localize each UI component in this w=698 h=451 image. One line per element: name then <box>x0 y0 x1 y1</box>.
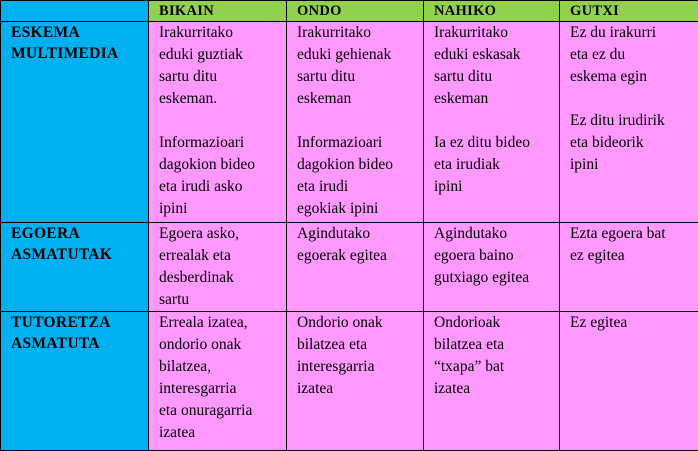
descriptor-cell-nahiko <box>424 223 560 312</box>
level-header-nahiko: NAHIKO <box>424 1 560 22</box>
descriptor-cell-nahiko <box>424 312 560 451</box>
descriptor-text-line: bilatzea eta <box>297 334 417 356</box>
descriptor-text-line: ez egitea <box>570 245 692 267</box>
descriptor-cell-ondo <box>287 22 424 223</box>
descriptor-text-line: Ia ez ditu bideo <box>434 132 553 154</box>
descriptor-cell-bikain <box>149 22 287 223</box>
criterion-row-egoera-asmatutak <box>1 223 698 312</box>
descriptor-paragraph <box>434 223 553 289</box>
descriptor-text-line: Irakurritako <box>159 22 280 44</box>
descriptor-cell-gutxi <box>560 223 698 312</box>
descriptor-text-line: Irakurritako <box>297 22 417 44</box>
descriptor-text-line: eta ez du <box>570 44 692 66</box>
descriptor-text-line: Erreala izatea, <box>159 312 280 334</box>
header-row <box>1 1 698 22</box>
descriptor-text-line: bilatzea, <box>159 356 280 378</box>
descriptor-text-line: dagokion bideo <box>297 154 417 176</box>
descriptor-text-line: “txapa” bat <box>434 356 553 378</box>
descriptor-text-line: ipini <box>159 198 280 220</box>
criterion-row-tutoretza-asmatuta <box>1 312 698 451</box>
descriptor-paragraph <box>159 312 280 444</box>
descriptor-text-line: errealak eta <box>159 245 280 267</box>
descriptor-cell-gutxi <box>560 22 698 223</box>
criterion-label <box>1 223 149 312</box>
descriptor-text-line: eta onuragarria <box>159 400 280 422</box>
descriptor-cell-bikain <box>149 223 287 312</box>
descriptor-cell-nahiko <box>424 22 560 223</box>
descriptor-text-line: eskeman <box>434 88 553 110</box>
descriptor-text-line: eta irudiak <box>434 154 553 176</box>
criterion-label-line: ASMATUTA <box>11 333 142 354</box>
descriptor-text-line: Ez du irakurri <box>570 22 692 44</box>
descriptor-text-line: Irakurritako <box>434 22 553 44</box>
corner-cell <box>1 1 149 22</box>
descriptor-text-line: Informazioari <box>297 132 417 154</box>
criterion-label-line: TUTORETZA <box>11 312 142 333</box>
criterion-label-line: MULTIMEDIA <box>11 43 142 64</box>
descriptor-paragraph <box>159 22 280 110</box>
descriptor-paragraph <box>570 223 692 267</box>
descriptor-text-line: eskeman. <box>159 88 280 110</box>
descriptor-paragraph <box>297 312 417 400</box>
criterion-label <box>1 312 149 451</box>
descriptor-text-line: Agindutako <box>434 223 553 245</box>
descriptor-text-line: interesgarria <box>297 356 417 378</box>
descriptor-cell-ondo <box>287 312 424 451</box>
descriptor-text-line: eta irudi asko <box>159 176 280 198</box>
descriptor-text-line: Agindutako <box>297 223 417 245</box>
descriptor-text-line: desberdinak <box>159 267 280 289</box>
descriptor-text-line: ipini <box>434 176 553 198</box>
descriptor-text-line: gutxiago egitea <box>434 267 553 289</box>
descriptor-text-line: sartu ditu <box>159 66 280 88</box>
descriptor-paragraph <box>297 22 417 110</box>
descriptor-text-line: sartu ditu <box>434 66 553 88</box>
descriptor-text-line: egoerak egitea <box>297 245 417 267</box>
criterion-label-line: EGOERA <box>11 223 142 244</box>
descriptor-text-line: eduki guztiak <box>159 44 280 66</box>
descriptor-paragraph <box>434 22 553 110</box>
descriptor-text-line: eta bideorik <box>570 132 692 154</box>
descriptor-text-line: eduki gehienak <box>297 44 417 66</box>
descriptor-cell-bikain <box>149 312 287 451</box>
descriptor-text-line: Ez ditu irudirik <box>570 110 692 132</box>
descriptor-text-line: izatea <box>297 378 417 400</box>
criterion-row-eskema-multimedia <box>1 22 698 223</box>
descriptor-paragraph <box>159 132 280 220</box>
descriptor-paragraph <box>570 312 692 334</box>
descriptor-cell-gutxi <box>560 312 698 451</box>
descriptor-text-line: Informazioari <box>159 132 280 154</box>
descriptor-cell-ondo <box>287 223 424 312</box>
descriptor-paragraph <box>570 110 692 176</box>
descriptor-text-line: ipini <box>570 154 692 176</box>
descriptor-text-line: izatea <box>159 422 280 444</box>
descriptor-text-line: interesgarria <box>159 378 280 400</box>
level-header-bikain: BIKAIN <box>149 1 287 22</box>
descriptor-text-line: Ondorio onak <box>297 312 417 334</box>
descriptor-text-line: eta irudi <box>297 176 417 198</box>
descriptor-text-line: Ez egitea <box>570 312 692 334</box>
descriptor-text-line: Ondorioak <box>434 312 553 334</box>
descriptor-text-line: dagokion bideo <box>159 154 280 176</box>
descriptor-paragraph <box>434 132 553 198</box>
descriptor-text-line: bilatzea eta <box>434 334 553 356</box>
descriptor-text-line: egoera baino <box>434 245 553 267</box>
level-header-gutxi: GUTXI <box>560 1 698 22</box>
descriptor-text-line: sartu ditu <box>297 66 417 88</box>
descriptor-text-line: eduki eskasak <box>434 44 553 66</box>
descriptor-text-line: ondorio onak <box>159 334 280 356</box>
descriptor-text-line: Egoera asko, <box>159 223 280 245</box>
descriptor-text-line: izatea <box>434 378 553 400</box>
descriptor-text-line: egokiak ipini <box>297 198 417 220</box>
descriptor-text-line: Ezta egoera bat <box>570 223 692 245</box>
descriptor-paragraph <box>434 312 553 400</box>
descriptor-paragraph <box>159 223 280 311</box>
criterion-label <box>1 22 149 223</box>
level-header-ondo: ONDO <box>287 1 424 22</box>
criterion-label-line: ASMATUTAK <box>11 244 142 265</box>
descriptor-text-line: eskema egin <box>570 66 692 88</box>
descriptor-text-line: sartu <box>159 289 280 311</box>
descriptor-paragraph <box>297 223 417 267</box>
criterion-label-line: ESKEMA <box>11 22 142 43</box>
descriptor-paragraph <box>570 22 692 88</box>
descriptor-paragraph <box>297 132 417 220</box>
descriptor-text-line: eskeman <box>297 88 417 110</box>
